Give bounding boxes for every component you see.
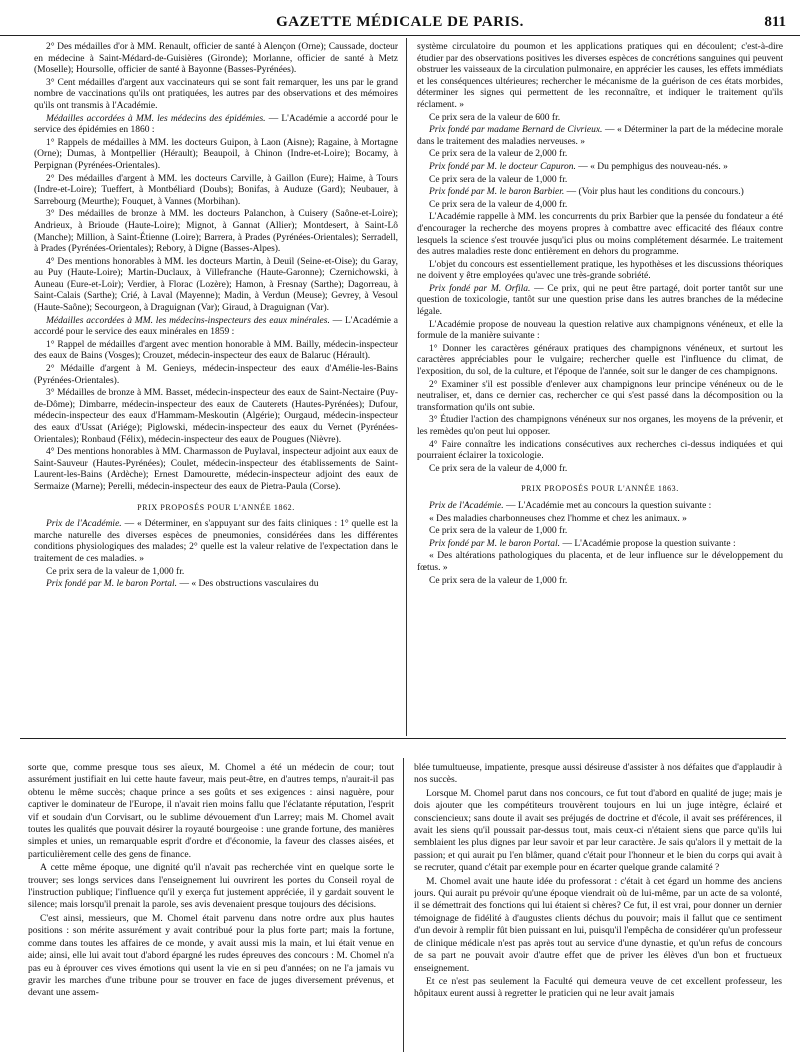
paragraph: [417, 551, 783, 574]
paragraph-text: Ce prix sera de la valeur de 4,000 fr.: [429, 199, 568, 210]
paragraph: [417, 42, 783, 112]
prize-lead: Prix fondé par M. le baron Barbier.: [429, 187, 565, 198]
paragraph: [417, 539, 783, 551]
paragraph: [28, 762, 394, 861]
paragraph: [417, 415, 783, 438]
prize-lead: Prix fondé par M. le baron Portal.: [429, 538, 561, 549]
paragraph-text: 3° Cent médailles d'argent aux vaccinateurs qui se sont fait remarquer, les uns par le grand nombre de vaccinations qu'ils ont pratiquées, les autres par des observations et des mémoires qu'ils ont transmis à l'Académie.: [34, 77, 398, 111]
prize-lead: Médailles accordées à MM. les médecins des épidémies.: [46, 113, 266, 124]
bottom-column-divider: [403, 758, 404, 1052]
paragraph: [414, 762, 782, 787]
paragraph-text: Et ce n'est pas seulement la Faculté qui demeura veuve de cet excellent professeur, les hôpitaux eurent aussi à regretter le praticien qui ne leur avait jamais: [414, 975, 782, 1000]
paragraph-text: L'objet du concours est essentiellement pratique, les hypothèses et les discussions théoriques ne doivent y être employées qu'avec une très-grande sobriété.: [417, 259, 783, 282]
paragraph-text: — L'Académie propose la question suivante :: [560, 538, 736, 549]
paragraph: [28, 913, 394, 1000]
prize-lead: Prix de l'Académie.: [46, 519, 122, 530]
paragraph: [417, 320, 783, 343]
paragraph: [34, 567, 398, 579]
paragraph: [34, 388, 398, 446]
paragraph-text: blée tumultueuse, impatiente, presque aussi désireuse d'assister à nos défaites que d'applaudir à nos succès.: [414, 762, 782, 786]
paragraph-text: 2° Examiner s'il est possible d'enlever aux champignons leur principe vénéneux ou de le neutraliser, et, dans ce dernier cas, rechercher ce qui s'est passé dans la décomposition ou la transformation qu'ils ont subie.: [417, 379, 783, 413]
paragraph-text: 1° Rappels de médailles à MM. les docteurs Guipon, à Laon (Aisne); Ragaine, à Mortagne (Orne); Dumas, à Montpellier (Hérault); Beaupoil, à Chinon (Indre-et-Loire); Bocamy, à Perpignan (Pyrénées-Orientales).: [34, 137, 398, 171]
paragraph-text: M. Chomel avait une haute idée du professorat : c'était à cet égard un homme des anciens jours. Qui aurait pu prévoir qu'une époque viendrait où de lui-même, par un acte de sa volonté, il se démettrait des fonctions qui lui étaient si chères? Ce fut, il est vrai, pour donner un dernier témoignage de fidélité à d'augustes clients déchus du pouvoir; mais il fallut que ce sentiment d'un devoir à remplir fût bien puissant en lui, puisqu'il l'empêcha de considérer qu'un professeur de clinique médicale n'est pas après tout au service d'une dynastie, et qu'un refus de concours de sa part ne pouvait avoir d'autre effet que de priver les élèves d'un bon et fructueux enseignement.: [414, 875, 782, 974]
paragraph: [417, 113, 783, 125]
paragraph: [34, 519, 398, 565]
paragraph: [417, 212, 783, 258]
paragraph-text: système circulatoire du poumon et les applications pratiques qui en découlent; c'est-à-dire étudier par des observations positives les diverses espèces de concrétions sanguines qui peuvent obstruer les vaisseaux de la circulation pulmonaire, en apprécier les causes, les effets immédiats et les conséquences ultérieures; rechercher le mécanisme de la guérison de ces états morbides, déterminer les signes qui permettent de les reconnaître, et indiquer le traitement qu'ils réclament. »: [417, 42, 783, 110]
paragraph: [417, 260, 783, 283]
paragraph-text: Ce prix sera de la valeur de 4,000 fr.: [429, 463, 568, 474]
paragraph: [414, 976, 782, 1001]
paragraph: [34, 42, 398, 77]
paragraph-text: « Des altérations pathologiques du placenta, et de leur influence sur le développement du fœtus. »: [417, 551, 783, 573]
prize-lead: Prix fondé par M. le baron Portal.: [46, 579, 178, 590]
paragraph-text: — L'Académie a accordé pour le service des eaux minérales en 1859 :: [34, 315, 398, 338]
paragraph: [417, 514, 783, 526]
paragraph-text: L'Académie rappelle à MM. les concurrents du prix Barbier que la pensée du fondateur a été d'encourager la recherche des moyens propres à combattre avec efficacité des fléaux contre lesquels la science s'est trouvée jusqu'ici plus ou moins complétement désarmée. Le traitement des autres maladies reste donc entièrement en dehors du programme.: [417, 212, 783, 258]
paragraph-text: 4° Faire connaître les indications consécutives aux recherches ci-dessus indiquées et qui pourraient éclairer la toxicologie.: [417, 439, 783, 462]
paragraph-text: — « Déterminer la part de la médecine morale dans le traitement des maladies nerveuses. »: [417, 125, 783, 147]
bottom-right-column: [414, 762, 782, 1052]
paragraph-text: — Ce prix, qui ne peut être partagé, doit porter tantôt sur une question de toxicologie, tantôt sur une question prise dans les autres branches de la médecine légale.: [417, 283, 783, 318]
paragraph: [34, 447, 398, 493]
paragraph: [417, 175, 783, 187]
paragraph: [34, 174, 398, 209]
paragraph-text: 1° Rappel de médailles d'argent avec mention honorable à MM. Bailly, médecin-inspecteur des eaux de Bains (Vosges); Crouzet, médecin-inspecteur des eaux de Balaruc (Hérault).: [34, 339, 398, 362]
paragraph: [417, 576, 783, 588]
paragraph-text: Ce prix sera de la valeur de 2,000 fr.: [429, 149, 568, 160]
paragraph-text: Ce prix sera de la valeur de 1,000 fr.: [46, 566, 185, 577]
paragraph: [34, 138, 398, 173]
paragraph: [417, 440, 783, 463]
paragraph: [417, 125, 783, 148]
paragraph: [34, 340, 398, 363]
paragraph-text: — L'Académie met au concours la question suivante :: [503, 500, 712, 511]
paragraph-text: — « Déterminer, en s'appuyant sur des faits cliniques : 1° quelle est la marche naturelle des diverses espèces de pneumonies, considérées dans les différentes conditions physiologiques des malades; 2° quelle est la valeur relative de l'expectation dans le traitement de ces maladies. »: [34, 519, 398, 564]
paragraph-text: 2° Des médailles d'argent à MM. les docteurs Carville, à Gaillon (Eure); Haime, à Tours (Indre-et-Loire); Tueffert, à Montbéliard (Doubs); Bonifas, à Auduze (Gard); Neubauer, à Sarrebourg (Meurthe); Fouquet, à Vannes (Morbihan).: [34, 173, 398, 207]
paragraph-text: Ce prix sera de la valeur de 1,000 fr.: [429, 526, 568, 537]
paragraph: [34, 209, 398, 255]
paragraph: [417, 284, 783, 319]
paragraph-text: 2° Des médailles d'or à MM. Renault, officier de santé à Alençon (Orne); Caussade, docteur en médecine à Saint-Médard-de-Guisières (Gironde); Morlanne, officier de santé à Metz (Moselle); Hoursolle, officier de santé à Bayonne (Basses-Pyrénées).: [34, 42, 398, 76]
bottom-left-column: [28, 762, 394, 1052]
paragraph-text: 3° Des médailles de bronze à MM. les docteurs Palanchon, à Cuisery (Saône-et-Loire); Andrieux, à Brioude (Haute-Loire); Mignot, à Gannat (Allier); Montdesert, à Saint-Lô (Manche); Million, à Saint-Étienne (Loire); Barrera, à Prades (Pyrénées-Orientales); Serradell, à Prades (Pyrénées-Orientales); Rebory, à Digne (Basses-Alpes).: [34, 209, 398, 255]
paragraph-text: 4° Des mentions honorables à MM. Charmasson de Puylaval, inspecteur adjoint aux eaux de Saint-Sauveur (Hautes-Pyrénées); Coulet, médecin-inspecteur des établissements de Saint-Laurent-les-Bains (Ardèche); Ernest Damourette, médecin-inspecteur adjoint des eaux de Sermaize (Marne); Perelli, médecin-inspecteur des eaux de Pietra-Paula (Corse).: [34, 447, 398, 492]
paragraph: [417, 187, 783, 199]
prize-lead: Prix fondé par M. Orfila.: [429, 283, 531, 294]
paragraph: [417, 526, 783, 538]
paragraph: [34, 364, 398, 387]
paragraph: [417, 501, 783, 513]
paragraph: [417, 162, 783, 174]
paragraph-text: Lorsque M. Chomel parut dans nos concours, ce fut tout d'abord en qualité de juge; mais je dois ajouter que les compétiteurs trouvèrent toujours en lui un juge intègre, éclairé et consciencieux; sans doute il avait ses préjugés de doctrine et d'école, il avait ses préférences, il avait les siens qu'il poussait par-dessus tout, mais ceux-ci n'étaient siens que parce qu'ils lui semblaient les plus dignes par leur savoir et par leur caractère. Je sais qu'alors il y mettait de la passion; et qui aurait pu l'en blâmer, quand c'était pour l'honneur et le bien du corps qui avait à se recruter, quand c'était par exemple pour en écarter quelque grande calamité ?: [414, 787, 782, 874]
paragraph-text: 3° Étudier l'action des champignons vénéneux sur nos organes, les moyens de la prévenir, et les remèdes qu'on peut lui opposer.: [417, 415, 783, 437]
paragraph-text: 2° Médaille d'argent à M. Genieys, médecin-inspecteur des eaux d'Amélie-les-Bains (Pyrénées-Orientales).: [34, 364, 398, 386]
paragraph-text: Ce prix sera de la valeur de 1,000 fr.: [429, 575, 568, 586]
paragraph-text: 4° Des mentions honorables à MM. les docteurs Martin, à Deuil (Seine-et-Oise); du Garay, au Puy (Haute-Loire); Martin-Duclaux, à Villefranche (Haute-Garonne); Czernichowski, à Auneau (Eure-et-Loir); Verdier, à Florac (Lozère); Hamon, à Fresnay (Sarthe); Dagorreau, à Saint-Calais (Sarthe); Crié, à Laval (Mayenne); Madin, à Verdun (Meuse); Gevrey, à Vesoul (Haute-Saône); Secourgeon, à Draguignan (Var); Giraud, à Draguignan (Var).: [34, 256, 398, 314]
page-number: 811: [764, 14, 786, 30]
right-column: [417, 42, 783, 734]
prize-lead: Prix fondé par M. le docteur Capuron.: [429, 161, 576, 172]
paragraph-text: L'Académie propose de nouveau la question relative aux champignons vénéneux, et elle la formule de la manière suivante :: [417, 319, 783, 342]
section-divider: [20, 738, 786, 739]
paragraph-text: Ce prix sera de la valeur de 600 fr.: [429, 112, 561, 123]
paragraph-text: — « Des obstructions vasculaires du: [177, 579, 319, 590]
prize-lead: Prix de l'Académie.: [429, 500, 504, 511]
paragraph: [414, 788, 782, 875]
paragraph: [417, 380, 783, 415]
journal-title: GAZETTE MÉDICALE DE PARIS.: [276, 14, 524, 30]
prize-lead: Médailles accordées à MM. les médecins-inspecteurs des eaux minérales.: [46, 315, 330, 326]
paragraph: [34, 78, 398, 113]
paragraph-text: 3° Médailles de bronze à MM. Basset, médecin-inspecteur des eaux de Saint-Nectaire (Puy-de-Dôme); Dimbarre, médecin-inspecteur des eaux de Cauterets (Hautes-Pyrénées); Dufour, médecin-inspecteur des eaux d'Hammam-Meskoutin (Algérie); Ourgaud, médecin-inspecteur des eaux d'Ussat (Ariége); Piglowski, médecin-inspecteur des eaux du Vernet (Pyrénées-Orientales); Ronbaud (Félix), médecin-inspecteur des eaux de Pougues (Nièvre).: [34, 388, 398, 445]
paragraph-text: 1° Donner les caractères généraux pratiques des champignons vénéneux, et surtout les caractères appréciables pour le vulgaire; rechercher quelle est l'influence du climat, de l'exposition, du sol, de la culture, et l'époque de l'année, soit sur le danger de ces champignons.: [417, 343, 783, 378]
paragraph: [34, 114, 398, 137]
paragraph: [417, 344, 783, 379]
paragraph-text: C'est ainsi, messieurs, que M. Chomel était parvenu dans notre ordre aux plus hautes positions : son mérite assurément y avait contribué pour la plus forte part; mais la fortune, comme dans toutes les affaires de ce monde, y avait aussi mis la main, et lui était venue en aide; ainsi, elle lui avait tout d'abord épargné les rudes épreuves des concours : M. Chomel n'a pas eu à éprouver ces vives émotions qui usent la vie en si peu d'années; on ne l'a jamais vu gravir les marches d'une tribune pour se trouver en face de juges diversement prévenus, et devant une assem-: [28, 912, 394, 999]
paragraph: [34, 257, 398, 315]
paragraph-text: — L'Académie a accordé pour le service des épidémies en 1860 :: [34, 113, 398, 136]
section-heading: PRIX PROPOSÉS POUR L'ANNÉE 1862.: [137, 502, 295, 512]
paragraph: [28, 862, 394, 912]
paragraph: [414, 876, 782, 975]
left-column: [34, 42, 398, 734]
paragraph: [417, 464, 783, 476]
paragraph-text: A cette même époque, une dignité qu'il n'avait pas recherchée vint en quelque sorte le trouver; ses longs services dans l'enseignement lui ouvrirent les portes du Conseil royal de l'instruction publique; l'influence qu'il y exerça fut justement appréciée, il y gardait souvent le silence; mais lorsqu'il prenait la parole, ses avis devenaient presque toujours des décisions.: [28, 862, 394, 911]
paragraph-text: Ce prix sera de la valeur de 1,000 fr.: [429, 174, 568, 185]
page-header: [0, 0, 800, 36]
paragraph-text: sorte que, comme presque tous ses aïeux, M. Chomel a été un médecin de cour; tout assurément justifiait en lui cette haute faveur, mais peut-être, en d'autres temps, n'aurait-il pas obtenu le même succès; chaque prince a ses goûts et ses exigences : ainsi naguère, pour captiver le dominateur de l'Europe, il n'avait rien moins fallu que l'éclatante réputation, l'esprit vif et soudain d'un Corvisart, ou le sublime dévouement d'un Larrey; mais M. Chomel avait toutes les qualités que pouvait désirer la royauté bourgeoise : une grande fortune, des manières simples et unies, un remarquable esprit d'ordre et d'économie, la faveur des classes aisées, et particulièrement celle des gens de finance.: [28, 762, 394, 860]
column-divider: [406, 38, 407, 736]
paragraph: [34, 316, 398, 339]
paragraph: [417, 200, 783, 212]
paragraph-text: « Des maladies charbonneuses chez l'homme et chez les animaux. »: [429, 513, 687, 524]
paragraph-text: — (Voir plus haut les conditions du concours.): [564, 187, 744, 198]
paragraph-text: — « Du pemphigus des nouveau-nés. »: [575, 161, 728, 172]
section-heading: PRIX PROPOSÉS POUR L'ANNÉE 1863.: [521, 484, 679, 494]
prize-lead: Prix fondé par madame Bernard de Civrieux.: [429, 125, 603, 136]
paragraph: [34, 579, 398, 591]
paragraph: [417, 149, 783, 161]
